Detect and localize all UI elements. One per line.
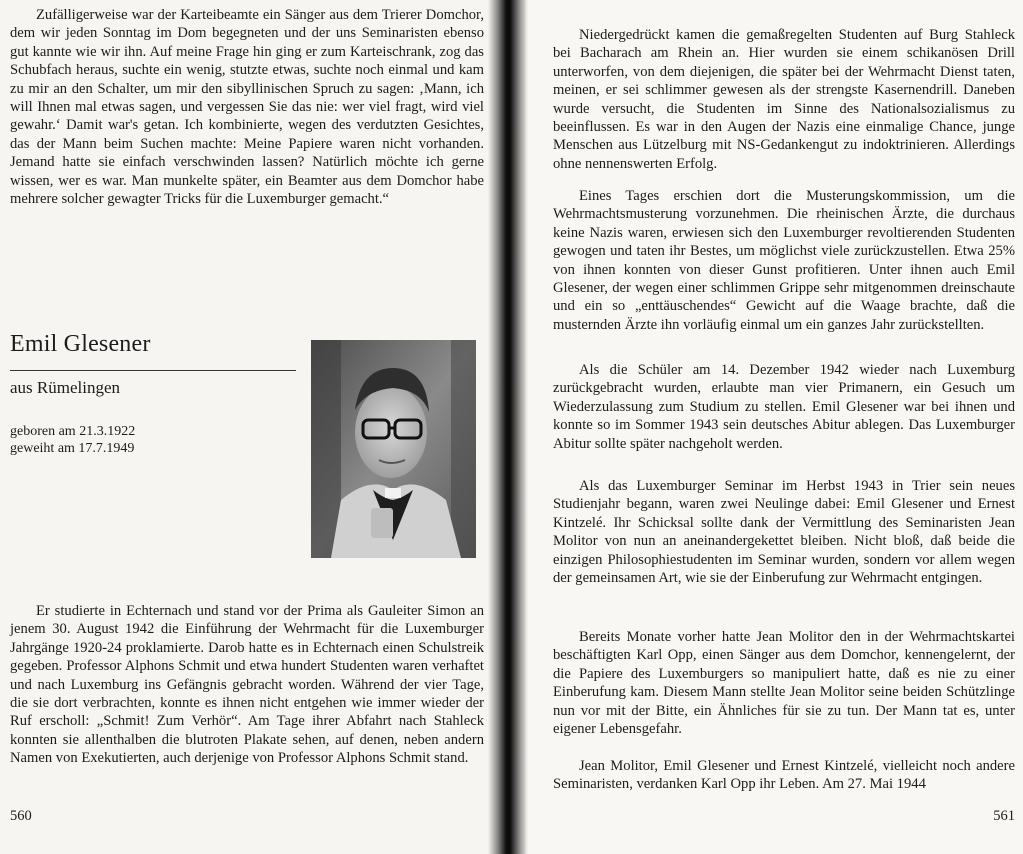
page-number-left: 560 xyxy=(10,808,32,824)
right-paragraph-4: Als das Luxemburger Seminar im Herbst 1943 in Trier sein neues Studienjahr begann, waren zwei Neulinge dabei: Emil Glesener und Ernest Kintzelé. Ihr Schicksal sollte dank der Vermittlung des Seminaristen Jean Molitor von nun an aneinandergekettet bleiben. Nicht bloß, daß beide die einzigen Philosophiestudenten im Seminar wurden, sondern vor allem wegen der gemeinsamen Art, wie sie der Einberufung zur Wehrmacht entgingen. xyxy=(553,478,1015,587)
right-paragraph-6: Jean Molitor, Emil Glesener und Ernest Kintzelé, vielleicht noch andere Seminaristen, verdanken Karl Opp ihr Leben. Am 27. Mai 1944 xyxy=(553,758,1015,793)
biography-dates xyxy=(10,423,135,457)
left-paragraph-1: Zufälligerweise war der Karteibeamte ein Sänger aus dem Trierer Domchor, dem wir jeden Sonntag im Dom begegneten und der uns Seminaristen ebenso gut kannte wie wir ihn. Auf meine Frage hin ging er zum Karteischrank, zog das Schubfach heraus, suchte ein wenig, stutzte etwas, suchte noch einmal und kam zu mir an den Schalter, um mir den sibyllinischen Spruch zu sagen: ‚Mann, ich will Ihnen mal etwas sagen, und vergessen Sie das nie: wer viel fragt, wird viel gewahr.‘ Damit war's getan. Ich kombinierte, wegen des verdutzten Gesichtes, das der Mann beim Suchen machte: Meine Papiere waren nicht vorhanden. Jemand hatte sie einfach verschwinden lassen? Natürlich möchte ich gerne wissen, wer es war. Man munkelte später, ein Beamter aus dem Domchor habe mehrere solcher gewagter Tricks für die Luxemburger gemacht.“ xyxy=(10,7,484,208)
right-paragraph-3: Als die Schüler am 14. Dezember 1942 wieder nach Luxemburg zurückgebracht wurden, erlaubte man vier Primanern, ein Gesuch um Wiederzulassung zum Studium zu stellen. Emil Glesener war bei ihnen und konnte so im Sommer 1943 sein deutsches Abitur ablegen. Das Luxemburger Abitur sollte später nachgeholt werden. xyxy=(553,362,1015,452)
name-divider xyxy=(10,370,296,371)
biography-origin: aus Rümelingen xyxy=(10,378,121,397)
left-paragraph-2: Er studierte in Echternach und stand vor der Prima als Gauleiter Simon an jenem 30. August 1942 die Einführung der Wehrmacht für die Luxemburger Jahrgänge 1920-24 proklamierte. Darob hatte es in Echternach einen Schulstreik gegeben. Professor Alphons Schmit und etwa hundert Studenten waren verhaftet und nach Luxemburg ins Gefängnis gebracht worden. Während der vier Tage, die sie dort verbrachten, konnte es ihnen nicht entgehen wie immer wieder der Ruf erscholl: „Schmit! Zum Verhör“. Am Tage ihrer Abfahrt nach Stahleck konnten sie allenthalben die blutroten Plakate sehen, auf denen, neben andern Namen von Exekutierten, auch derjenige von Professor Alphons Schmit stand. xyxy=(10,603,484,767)
biography-name: Emil Glesener xyxy=(10,331,151,357)
portrait-image-icon xyxy=(311,340,476,558)
book-gutter xyxy=(488,0,528,854)
birth-date: geboren am 21.3.1922 xyxy=(10,424,136,439)
portrait-photo xyxy=(311,340,476,558)
right-paragraph-1: Niedergedrückt kamen die gemaßregelten Studenten auf Burg Stahleck bei Bacharach am Rhein an. Hier wurden sie einem schikanösen Drill unterworfen, von dem diejenigen, die später bei der Wehrmacht Dienst taten, meinen, er sei schlimmer gewesen als der strengste Kasernendrill. Daneben wurde versucht, die Studenten im Sinne des Nationalsozialismus zu beeinflussen. Es war in den Augen der Nazis eine einmalige Chance, junge Menschen aus Lützelburg mit NS-Gedankengut zu indoktrinieren. Allerdings ohne nennenswerten Erfolg. xyxy=(553,27,1015,172)
ordination-date: geweiht am 17.7.1949 xyxy=(10,441,135,456)
right-paragraph-2: Eines Tages erschien dort die Musterungskommission, um die Wehrmachtsmusterung vorzunehmen. Die rheinischen Ärzte, die durchaus keine Nazis waren, erwiesen sich den Luxemburger revoltierenden Studenten gewogen und taten ihr Bestes, um möglichst viele zurückzustellen. Etwa 25% von ihnen konnten von dieser Gunst profitieren. Unter ihnen auch Emil Glesener, der wegen einer schlimmen Grippe sehr mitgenommen dreinschaute und ein so „enttäuschendes“ Gewicht auf die Waage brachte, daß die musternden Ärzte ihn vorläufig einmal um ein ganzes Jahr zurückstellten. xyxy=(553,188,1015,333)
right-paragraph-5: Bereits Monate vorher hatte Jean Molitor den in der Wehrmachtskartei beschäftigten Karl Opp, einen Sänger aus dem Domchor, kennengelernt, der die Papiere des Luxemburgers so manipuliert hatte, daß es nie zu einer Einberufung kam. Diesem Mann stellte Jean Molitor seine beiden Schützlinge nun vor mit der Bitte, ein Ähnliches für sie zu tun. Der Mann tat es, unter eigener Lebensgefahr. xyxy=(553,629,1015,738)
right-page xyxy=(525,0,1023,854)
page-number-right: 561 xyxy=(993,808,1015,824)
left-page xyxy=(0,0,503,854)
